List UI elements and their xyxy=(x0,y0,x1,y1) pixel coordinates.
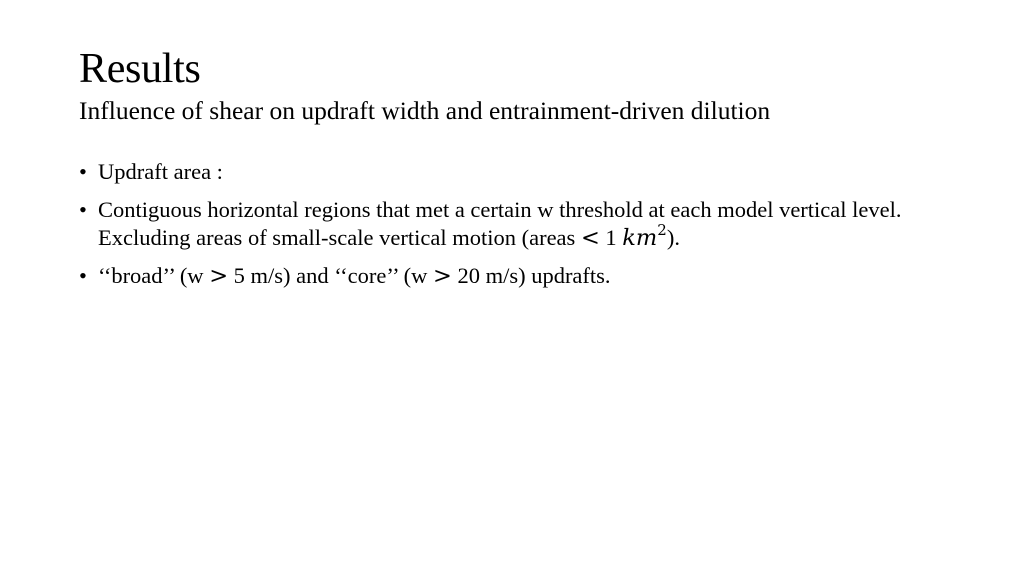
bullet-icon: • xyxy=(79,197,87,222)
bullet-text-end: 20 m/s) updrafts. xyxy=(451,263,611,288)
math-greater-than: > xyxy=(209,263,229,289)
bullet-icon: • xyxy=(79,263,87,288)
bullet-icon: • xyxy=(79,159,87,184)
bullet-text-end: ). xyxy=(666,225,680,250)
bullet-text-part: ‘‘broad’’ (w xyxy=(98,263,210,288)
bullet-text: Updraft area : xyxy=(98,159,223,184)
math-unit: km xyxy=(622,225,658,251)
bullet-text-part: 5 m/s) and ‘‘core’’ (w xyxy=(228,263,433,288)
math-greater-than: > xyxy=(432,263,452,289)
math-exponent: 2 xyxy=(657,220,667,239)
math-number: 1 xyxy=(599,225,623,250)
bullet-item-updraft-area xyxy=(79,158,979,186)
bullet-item-contiguous-regions xyxy=(79,196,979,252)
slide-title: Results xyxy=(79,46,201,92)
bullet-item-broad-core xyxy=(79,262,979,290)
bullet-text-part: Contiguous horizontal regions that met a certain w threshold at each model vertical level. Excluding areas of small-scale vertical motion (areas xyxy=(98,197,902,250)
slide-subtitle: Influence of shear on updraft width and entrainment-driven dilution xyxy=(79,96,771,125)
math-less-than: < xyxy=(580,225,600,251)
bullet-list xyxy=(79,158,979,300)
